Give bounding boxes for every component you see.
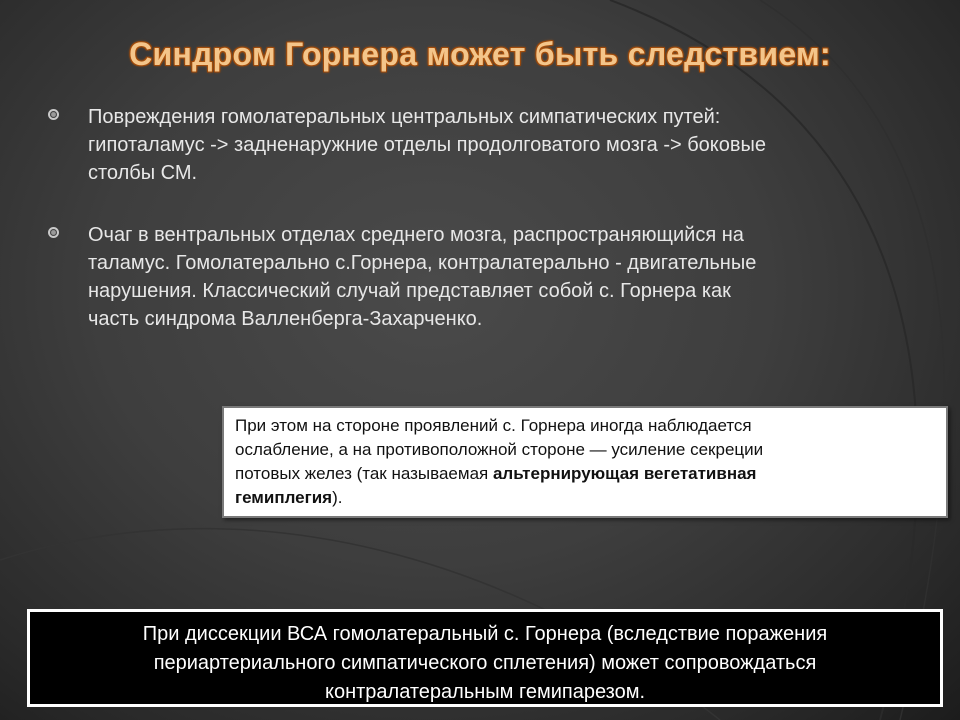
bullet-text-line: часть синдрома Валленберга-Захарченко. bbox=[88, 308, 483, 330]
note-line: При этом на стороне проявлений с. Горнера иногда наблюдается bbox=[235, 416, 752, 435]
bullet-text-line: таламус. Гомолатерально с.Горнера, контралатерально - двигательные bbox=[88, 252, 757, 274]
note-line: ослабление, а на противоположной стороне — усиление секреции bbox=[235, 440, 764, 459]
note-bold-term: альтернирующая вегетативная bbox=[492, 464, 757, 483]
bullet-circle-icon bbox=[48, 109, 59, 120]
bullet-text-line: Очаг в вентральных отделах среднего мозга, распространяющийся на bbox=[88, 224, 744, 246]
bottom-line: периартериального симпатического сплетения) может сопровождаться bbox=[153, 652, 817, 674]
bottom-line: При диссекции ВСА гомолатеральный с. Горнера (вследствие поражения bbox=[142, 623, 828, 645]
bullet-text-line: Повреждения гомолатеральных центральных симпатических путей: bbox=[88, 106, 721, 128]
bullet-item bbox=[46, 221, 916, 333]
bottom-line: контралатеральным гемипарезом. bbox=[324, 681, 646, 703]
bullet-text-line: нарушения. Классический случай представляет собой с. Горнера как bbox=[88, 280, 731, 302]
bullet-list bbox=[46, 103, 916, 333]
note-plain-text: ). bbox=[332, 488, 343, 507]
note-plain-text: потовых желез (так называемая bbox=[235, 464, 493, 483]
bullet-text-line: гипоталамус -> задненаружние отделы продолговатого мозга -> боковые bbox=[88, 134, 767, 156]
note-box bbox=[222, 406, 948, 518]
note-bold-term: гемиплегия bbox=[235, 488, 333, 507]
bullet-item bbox=[46, 103, 916, 187]
note-line bbox=[235, 486, 936, 510]
note-line bbox=[235, 462, 936, 486]
bullet-text-line: столбы СМ. bbox=[88, 162, 198, 184]
slide-title: Синдром Горнера может быть следствием: bbox=[129, 36, 831, 72]
bottom-box bbox=[27, 609, 943, 707]
bullet-circle-icon bbox=[48, 227, 59, 238]
